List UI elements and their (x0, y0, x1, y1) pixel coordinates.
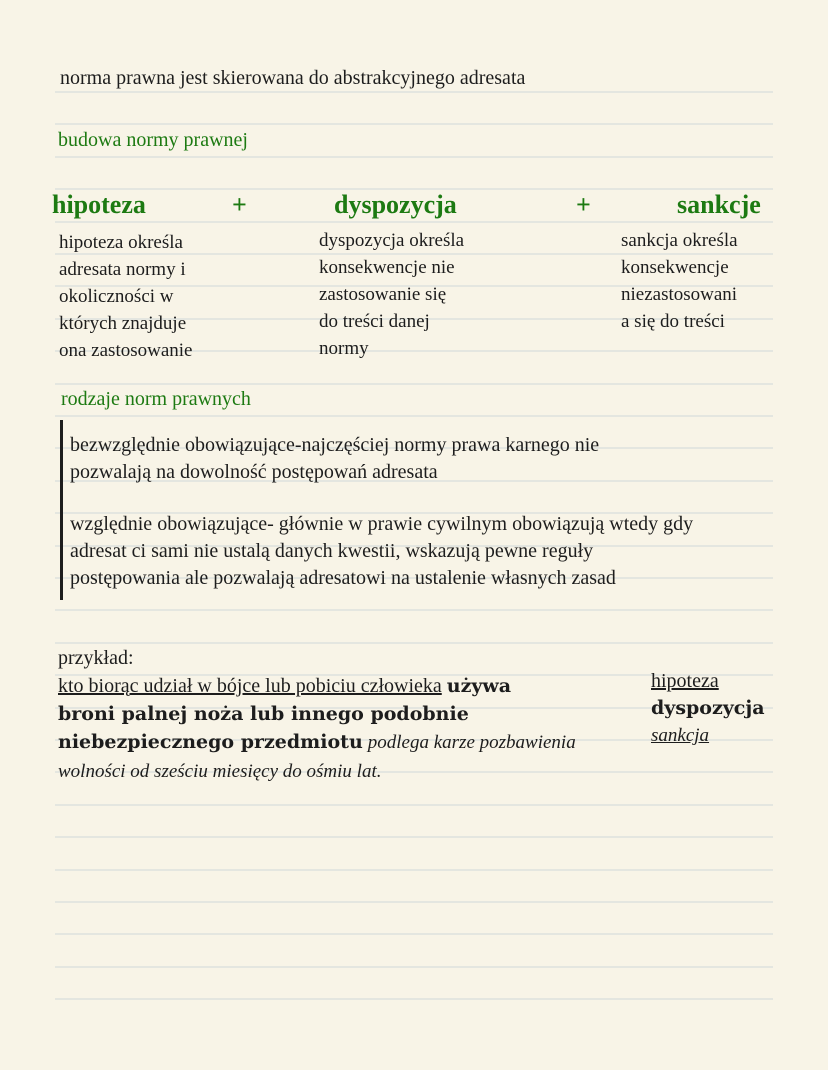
legend-disposition: dyspozycja (651, 697, 765, 719)
description-line: do treści danej (319, 311, 430, 332)
quote-line: postępowania ale pozwalają adresatowi na ustalenie własnych zasad (70, 567, 616, 589)
description-line: hipoteza określa (59, 232, 183, 253)
intro-sentence: norma prawna jest skierowana do abstrakcyjnego adresata (60, 67, 526, 89)
description-line: okoliczności w (59, 286, 174, 307)
quote-line: adresat ci sami nie ustalą danych kwestii, wskazują pewne reguły (70, 540, 594, 562)
example-block (58, 644, 576, 786)
example-sanction-1: podlega karze pozbawienia (367, 732, 576, 753)
dyspozycja-description (319, 227, 464, 362)
example-hypothesis: kto biorąc udział w bójce lub pobiciu człowieka (58, 675, 442, 697)
example-disposition-1: używa (446, 675, 512, 697)
example-legend (651, 668, 765, 749)
description-line: ona zastosowanie (59, 340, 193, 361)
plus-sign-1: + (232, 190, 247, 219)
legend-hypothesis: hipoteza (651, 670, 719, 692)
types-heading: rodzaje norm prawnych (61, 388, 251, 410)
description-line: sankcja określa (621, 230, 738, 251)
description-line: konsekwencje (621, 257, 729, 278)
quote-bar (60, 420, 63, 600)
plus-sign-2: + (576, 190, 591, 219)
legend-sanction: sankcja (651, 725, 710, 746)
hipoteza-description (59, 229, 192, 364)
quote-line: względnie obowiązujące- głównie w prawie cywilnym obowiązują wtedy gdy (70, 513, 694, 535)
term-sankcje: sankcje (677, 190, 761, 219)
term-dyspozycja: dyspozycja (334, 190, 457, 219)
quote-line: bezwzględnie obowiązujące-najczęściej normy prawa karnego nie (70, 434, 600, 456)
term-hipoteza: hipoteza (52, 190, 146, 219)
example-disposition-3: niebezpiecznego przedmiotu (58, 731, 363, 753)
example-sanction-2: wolności od sześciu miesięcy do ośmiu lat. (58, 761, 382, 782)
description-line: zastosowanie się (319, 284, 447, 305)
sankcje-description (621, 227, 738, 335)
description-line: konsekwencje nie (319, 257, 455, 278)
absolute-norms (70, 432, 599, 486)
description-line: a się do treści (621, 311, 725, 332)
description-line: adresata normy i (59, 259, 186, 280)
example-disposition-2: broni palnej noża lub innego podobnie (58, 703, 469, 725)
description-line: dyspozycja określa (319, 230, 465, 251)
description-line: normy (319, 338, 369, 359)
description-line: niezastosowani (621, 284, 738, 305)
example-label: przykład: (58, 647, 134, 669)
structure-heading: budowa normy prawnej (58, 129, 248, 151)
quote-line: pozwalają na dowolność postępowań adresata (70, 461, 438, 483)
description-line: których znajduje (59, 313, 187, 334)
relative-norms (70, 511, 693, 592)
